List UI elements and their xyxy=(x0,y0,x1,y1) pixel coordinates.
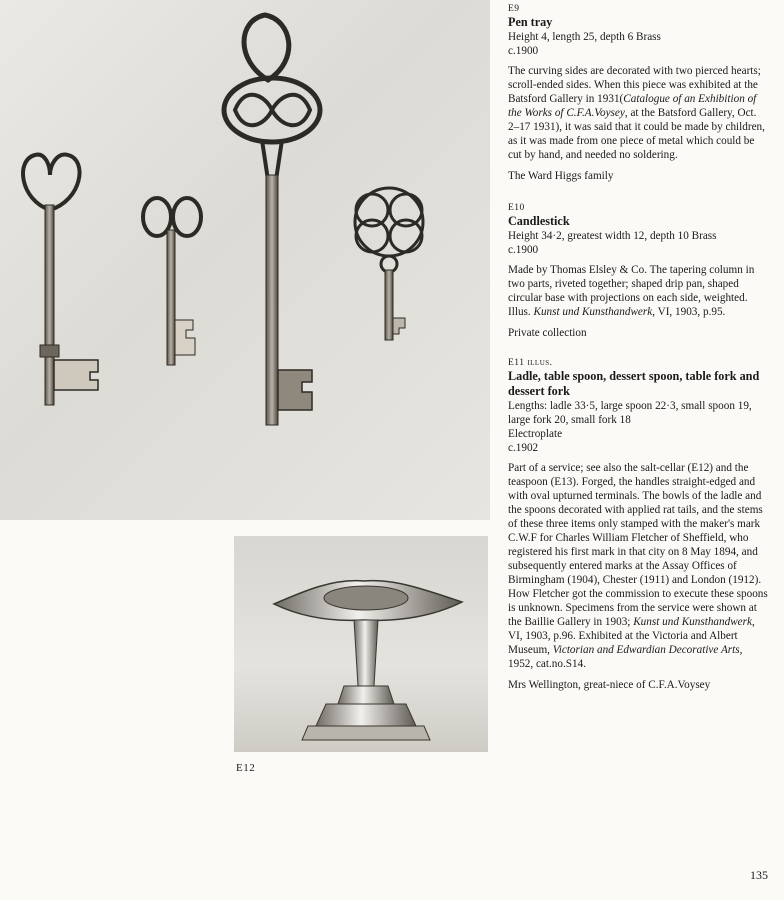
keys-illustration xyxy=(0,0,490,520)
entry-dimensions: Height 4, length 25, depth 6 Brass xyxy=(508,31,661,43)
entry-code: E9 xyxy=(508,4,520,14)
entry-title: Pen tray xyxy=(508,15,553,29)
figure-caption: E12 xyxy=(236,762,256,774)
entry-owner: Mrs Wellington, great-niece of C.F.A.Voysey xyxy=(508,679,711,691)
entry-owner: Private collection xyxy=(508,327,587,339)
heart-key xyxy=(23,155,98,405)
page-number: 135 xyxy=(750,868,768,882)
loop-key xyxy=(143,198,201,365)
entry-material: Electroplate xyxy=(508,428,563,440)
entry-date: c.1900 xyxy=(508,45,539,57)
entry-title: Ladle, table spoon, dessert spoon, table fork and dessert fork xyxy=(508,369,760,398)
entry-code: E11 illus. xyxy=(508,358,553,368)
entry-owner: The Ward Higgs family xyxy=(508,170,614,182)
catalogue-entry xyxy=(508,203,768,340)
catalogue-entry xyxy=(508,358,768,692)
entry-dimensions: Height 34·2, greatest width 12, depth 10 Brass xyxy=(508,230,717,242)
entry-date: c.1902 xyxy=(508,442,539,454)
entry-description: Part of a service; see also the salt-cellar (E12) and the teaspoon (E13). Forged, the handles straight-edged and with oval upturned terminals. The bowls of the ladle and the spoons decorated with applied rat tails, and the stems of these three items only stamped with the maker's mark C.W.F for Charles William Fletcher of Sheffield, who registered his first mark in that city on 8 May 1894, and subsequently entered marks at the Assay Offices of Birmingham (1904), Chester (1911) and London (1912). How Fletcher got the commission to execute these spoons is unknown. Specimens from the service were shown at the Baillie Gallery in 1903; Kunst und Kunsthandwerk, VI, 1903, p.96. Exhibited at the Victoria and Albert Museum, Victorian and Edwardian Decorative Arts, 1952, cat.no.S14. xyxy=(508,462,768,670)
catalogue-text-column xyxy=(508,4,768,704)
ornate-key xyxy=(224,15,320,425)
entry-date: c.1900 xyxy=(508,244,539,256)
entry-description: Made by Thomas Elsley & Co. The tapering column in two parts, riveted together; shaped drip pan, shaped circular base with projections on each side, weighted. Illus. Kunst und Kunsthandwerk, VI, 1903, p.95. xyxy=(508,264,755,318)
entry-code: E10 xyxy=(508,203,525,213)
keys-photograph xyxy=(0,0,490,520)
salt-cellar-illustration xyxy=(234,536,488,752)
knot-key xyxy=(355,188,423,340)
salt-cellar-photograph xyxy=(234,536,488,752)
catalogue-entry xyxy=(508,4,768,183)
entry-title: Candlestick xyxy=(508,214,570,228)
entry-description: The curving sides are decorated with two pierced hearts; scroll-ended sides. When this piece was exhibited at the Batsford Gallery in 1931(Catalogue of an Exhibition of the Works of C.F.A.Voysey, at the Batsford Gallery, Oct. 2–17 1931), it was said that it could be made by children, as it was made from one piece of metal which could be cut by hand, and needed no soldering. xyxy=(508,65,765,161)
entry-dimensions: Lengths: ladle 33·5, large spoon 22·3, small spoon 19, large fork 20, small fork 18 xyxy=(508,400,752,426)
